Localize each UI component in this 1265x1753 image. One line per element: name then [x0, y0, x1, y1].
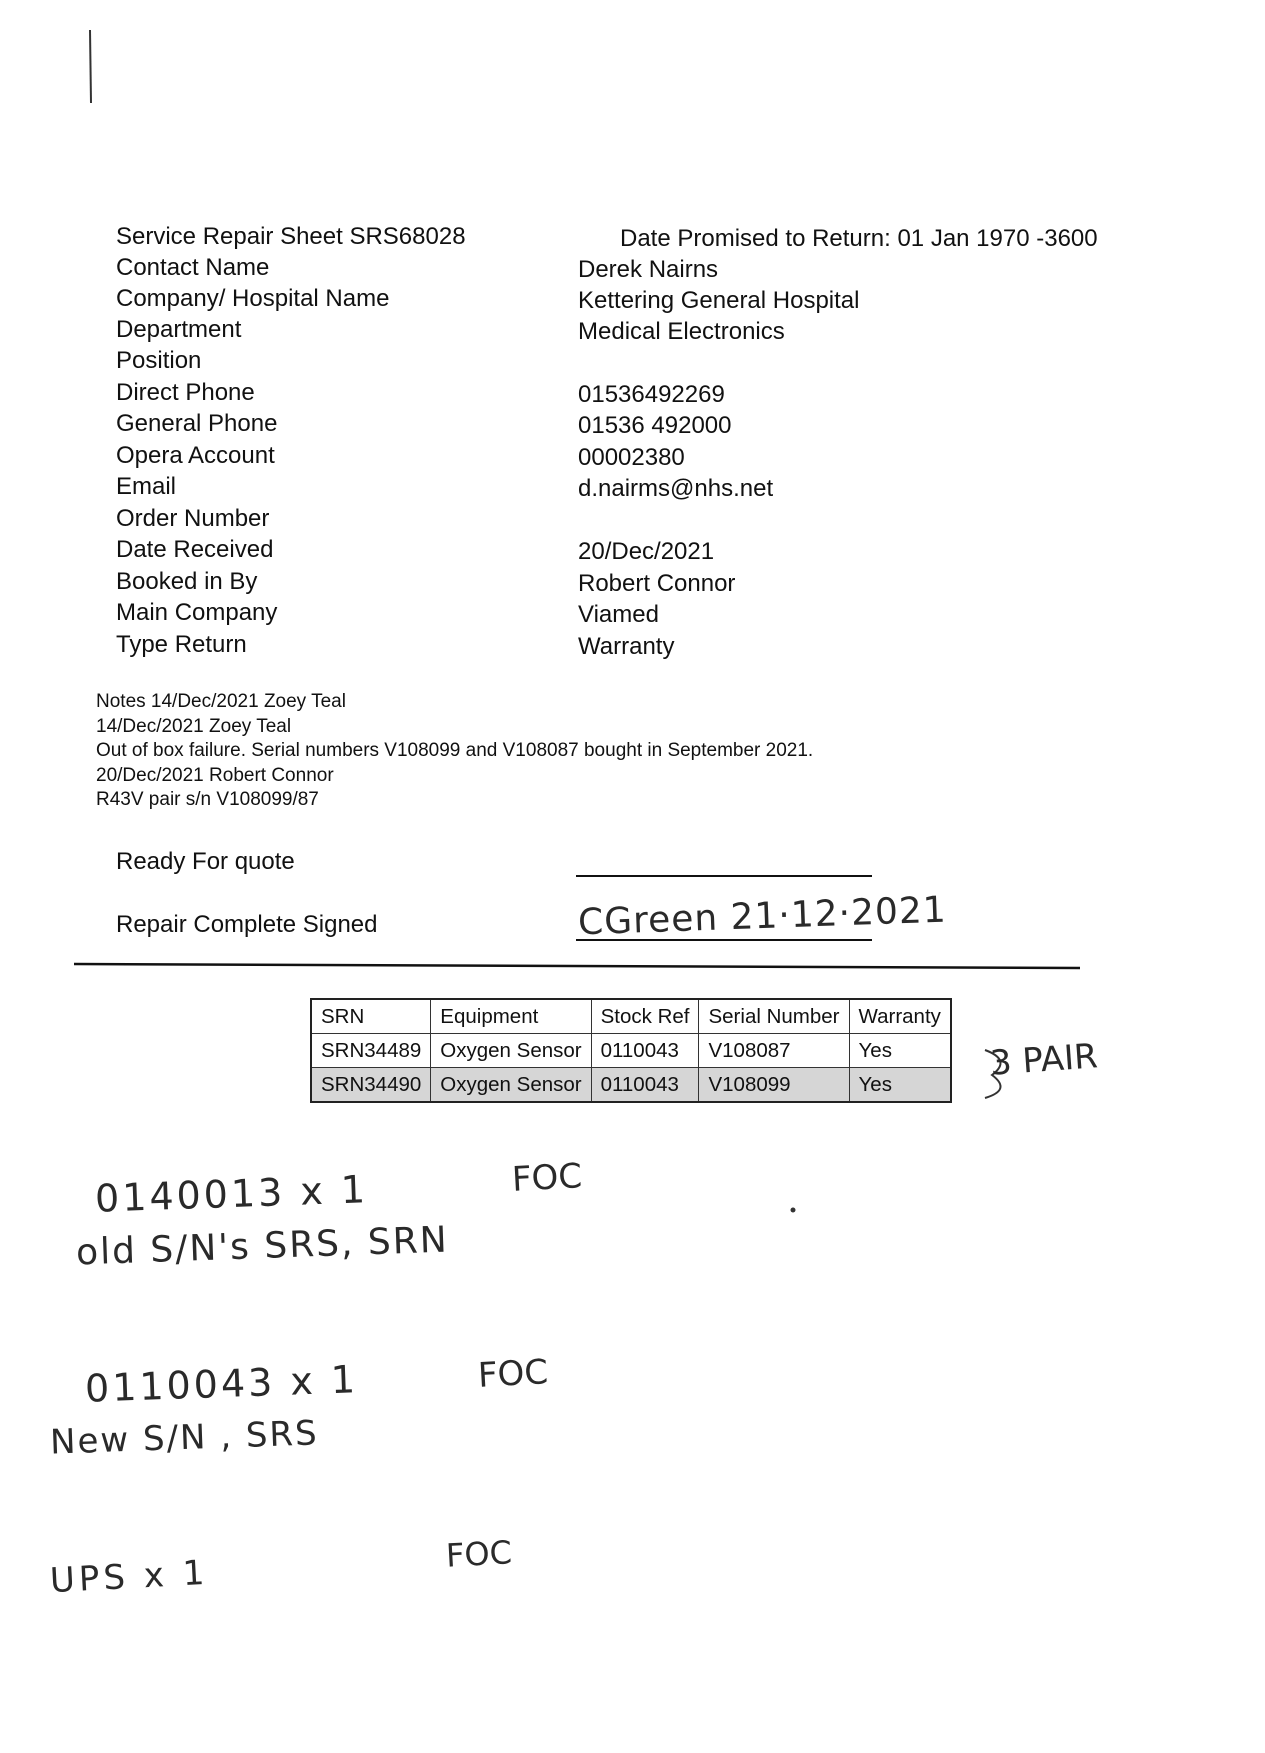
repair-complete-signature: CGreen 21·12·2021: [577, 889, 948, 944]
field-label: General Phone: [116, 410, 278, 437]
field-label: Order Number: [116, 505, 270, 532]
handwritten-line: UPS x 1: [49, 1552, 210, 1602]
table-cell: SRN34490: [311, 1068, 431, 1103]
notes-line: R43V pair s/n V108099/87: [96, 789, 319, 810]
repair-complete-label: Repair Complete Signed: [116, 911, 378, 938]
ready-for-quote-label: Ready For quote: [116, 848, 295, 875]
field-label: Direct Phone: [116, 379, 255, 406]
table-cell: 0110043: [591, 1068, 699, 1103]
field-label: Opera Account: [116, 442, 275, 469]
table-cell: Yes: [849, 1034, 951, 1068]
field-label: Type Return: [116, 631, 247, 658]
table-cell: SRN34489: [311, 1034, 431, 1068]
handwritten-foc: FOC: [511, 1156, 584, 1200]
scan-dot: [791, 1208, 796, 1213]
date-promised: Date Promised to Return: 01 Jan 1970 -3600: [620, 225, 1098, 252]
table-header: SRN: [311, 999, 431, 1034]
table-header: Serial Number: [699, 999, 849, 1034]
table-header: Equipment: [431, 999, 591, 1034]
field-label: Main Company: [116, 599, 278, 626]
field-label: Company/ Hospital Name: [116, 285, 390, 312]
field-label: Date Received: [116, 536, 274, 563]
field-value: Robert Connor: [578, 570, 736, 597]
field-label: Contact Name: [116, 254, 270, 281]
handwritten-line: 0140013 x 1: [94, 1167, 369, 1221]
field-label: Booked in By: [116, 568, 258, 595]
scan-mark: [90, 30, 91, 103]
field-label: Email: [116, 473, 177, 500]
field-value: Warranty: [578, 633, 675, 660]
field-value: d.nairms@nhs.net: [578, 475, 774, 502]
table-cell: V108087: [699, 1034, 849, 1068]
handwritten-line: old S/N's SRS, SRN: [75, 1219, 450, 1274]
table-row: [311, 1034, 951, 1068]
field-value: 01536492269: [578, 381, 725, 408]
table-cell: Oxygen Sensor: [431, 1034, 591, 1068]
field-value: Derek Nairns: [578, 256, 719, 283]
notes-line: Notes 14/Dec/2021 Zoey Teal: [96, 691, 346, 712]
table-cell: Yes: [849, 1068, 951, 1103]
field-label: Department: [116, 316, 242, 343]
equipment-table: [310, 998, 952, 1103]
section-divider: [74, 964, 1080, 968]
table-cell: Oxygen Sensor: [431, 1068, 591, 1103]
table-cell: V108099: [699, 1068, 849, 1103]
handwritten-foc: FOC: [477, 1352, 550, 1396]
notes-line: Out of box failure. Serial numbers V108099 and V108087 bought in September 2021.: [96, 740, 814, 761]
field-value: Medical Electronics: [578, 318, 785, 345]
handwritten-foc: FOC: [445, 1533, 513, 1575]
field-value: 00002380: [578, 444, 685, 471]
sheet-title: Service Repair Sheet SRS68028: [116, 223, 466, 250]
handwritten-line: 0110043 x 1: [84, 1357, 359, 1411]
notes-block: [96, 690, 813, 813]
table-cell: 0110043: [591, 1034, 699, 1068]
handwritten-table-note: 3 PAIR: [988, 1036, 1099, 1084]
table-header: Warranty: [849, 999, 951, 1034]
field-label: Position: [116, 347, 202, 374]
table-header-row: [311, 999, 951, 1034]
notes-line: 14/Dec/2021 Zoey Teal: [96, 715, 292, 737]
table-row: [311, 1068, 951, 1103]
field-value: Viamed: [578, 601, 659, 628]
table-header: Stock Ref: [591, 999, 699, 1034]
notes-line: 20/Dec/2021 Robert Connor: [96, 764, 334, 786]
field-value: Kettering General Hospital: [578, 287, 860, 314]
field-value: 01536 492000: [578, 412, 732, 439]
field-value: 20/Dec/2021: [578, 538, 715, 565]
handwritten-line: New S/N , SRS: [49, 1413, 320, 1463]
